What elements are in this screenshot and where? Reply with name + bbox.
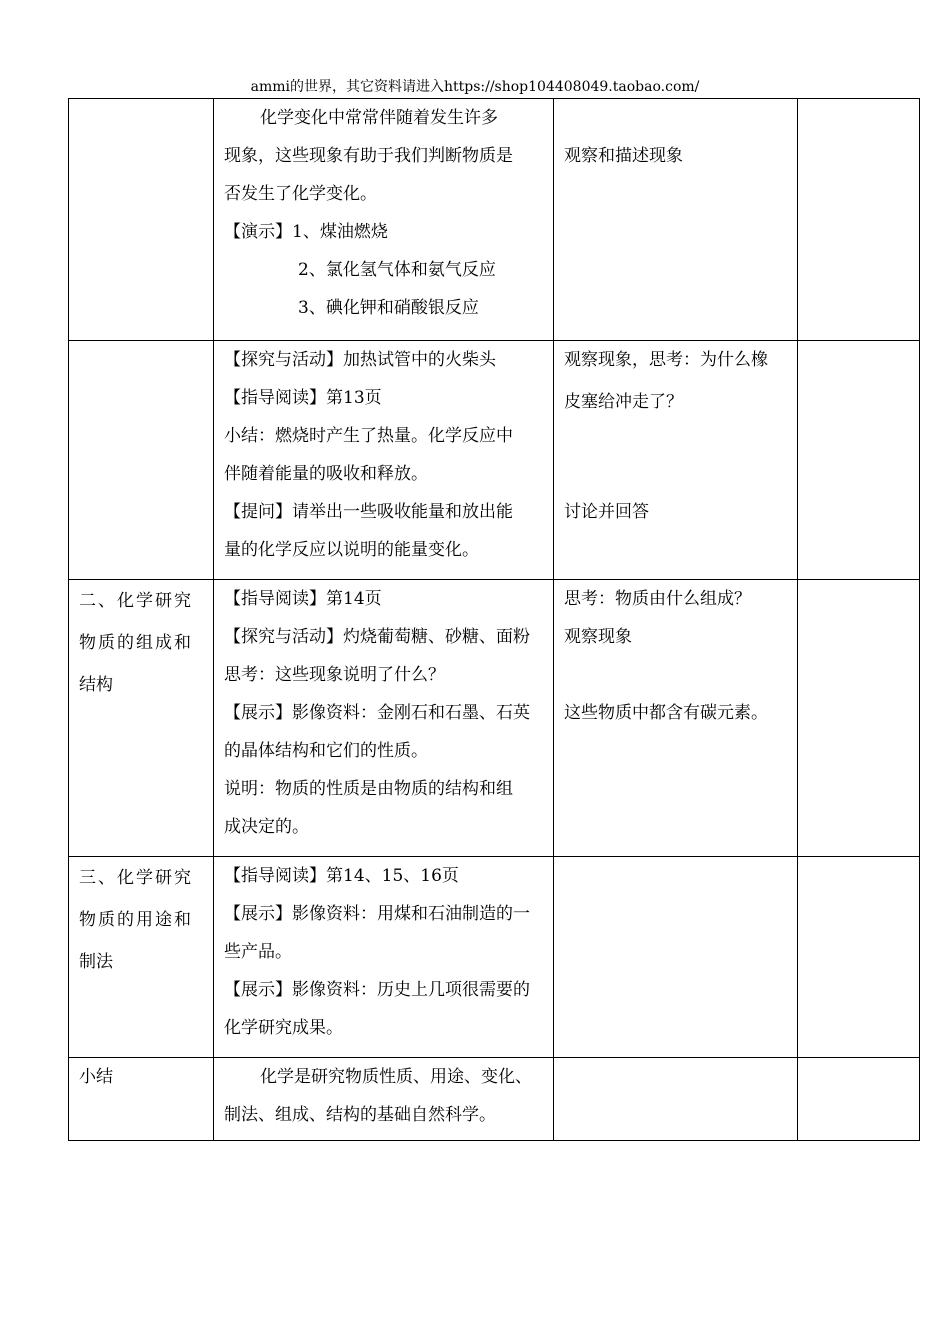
section-cell <box>69 857 214 1058</box>
table-row <box>69 857 920 1058</box>
student-line: 观察现象 <box>564 627 632 647</box>
student-line: 讨论并回答 <box>564 502 649 522</box>
content-line: 成决定的。 <box>224 817 309 837</box>
content-line: 说明：物质的性质是由物质的结构和组 <box>224 779 513 799</box>
content-line: 【演示】1、煤油燃烧 <box>224 222 388 242</box>
content-line: 化学是研究物质性质、用途、变化、 <box>260 1067 532 1087</box>
content-line: 小结：燃烧时产生了热量。化学反应中 <box>224 426 513 446</box>
section-title-line: 物质的用途和 <box>79 910 193 930</box>
student-line: 这些物质中都含有碳元素。 <box>564 703 768 723</box>
content-line: 伴随着能量的吸收和释放。 <box>224 464 428 484</box>
content-line: 现象，这些现象有助于我们判断物质是 <box>224 146 513 166</box>
notes-cell <box>798 99 920 341</box>
lesson-plan-table <box>68 98 920 1141</box>
content-cell <box>214 857 554 1058</box>
section-title-line: 制法 <box>79 952 113 972</box>
student-cell <box>554 857 798 1058</box>
section-title-line: 小结 <box>79 1067 113 1087</box>
content-line: 否发生了化学变化。 <box>224 184 377 204</box>
page-header: ammi的世界，其它资料请进入https://shop104408049.taobao.com/ <box>250 79 700 95</box>
section-title-line: 二、化学研究 <box>79 591 193 611</box>
content-line: 【展示】影像资料：历史上几项很需要的 <box>224 980 530 1000</box>
student-cell <box>554 1058 798 1141</box>
content-line: 【探究与活动】加热试管中的火柴头 <box>224 350 496 370</box>
content-line: 制法、组成、结构的基础自然科学。 <box>224 1105 496 1125</box>
table-row <box>69 99 920 341</box>
content-line: 的晶体结构和它们的性质。 <box>224 741 428 761</box>
section-cell <box>69 341 214 580</box>
student-cell <box>554 580 798 857</box>
content-line: 思考：这些现象说明了什么？ <box>224 665 445 685</box>
content-cell <box>214 580 554 857</box>
student-line: 思考：物质由什么组成？ <box>564 589 751 609</box>
content-line: 【探究与活动】灼烧葡萄糖、砂糖、面粉 <box>224 627 530 647</box>
content-cell <box>214 99 554 341</box>
content-line: 2、氯化氢气体和氨气反应 <box>298 260 496 280</box>
content-line: 化学变化中常常伴随着发生许多 <box>260 108 498 128</box>
section-title-line: 三、化学研究 <box>79 868 193 888</box>
table-row <box>69 341 920 580</box>
section-title-line: 结构 <box>79 675 113 695</box>
content-line: 【指导阅读】第14页 <box>224 589 382 609</box>
content-line: 些产品。 <box>224 942 292 962</box>
content-line: 3、碘化钾和硝酸银反应 <box>298 298 479 318</box>
content-cell <box>214 341 554 580</box>
student-line: 皮塞给冲走了？ <box>564 392 683 412</box>
content-line: 【指导阅读】第14、15、16页 <box>224 866 459 886</box>
content-line: 【提问】请举出一些吸收能量和放出能 <box>224 502 513 522</box>
notes-cell <box>798 341 920 580</box>
content-line: 【展示】影像资料：用煤和石油制造的一 <box>224 904 530 924</box>
table-row <box>69 1058 920 1141</box>
content-line: 量的化学反应以说明的能量变化。 <box>224 540 479 560</box>
section-cell <box>69 580 214 857</box>
section-cell <box>69 99 214 341</box>
content-line: 【展示】影像资料：金刚石和石墨、石英 <box>224 703 530 723</box>
notes-cell <box>798 1058 920 1141</box>
content-cell <box>214 1058 554 1141</box>
notes-cell <box>798 857 920 1058</box>
notes-cell <box>798 580 920 857</box>
content-line: 【指导阅读】第13页 <box>224 388 382 408</box>
content-line: 化学研究成果。 <box>224 1018 343 1038</box>
student-line: 观察和描述现象 <box>564 146 683 166</box>
student-cell <box>554 99 798 341</box>
section-cell <box>69 1058 214 1141</box>
table-row <box>69 580 920 857</box>
student-line: 观察现象，思考：为什么橡 <box>564 350 768 370</box>
section-title-line: 物质的组成和 <box>79 633 193 653</box>
student-cell <box>554 341 798 580</box>
